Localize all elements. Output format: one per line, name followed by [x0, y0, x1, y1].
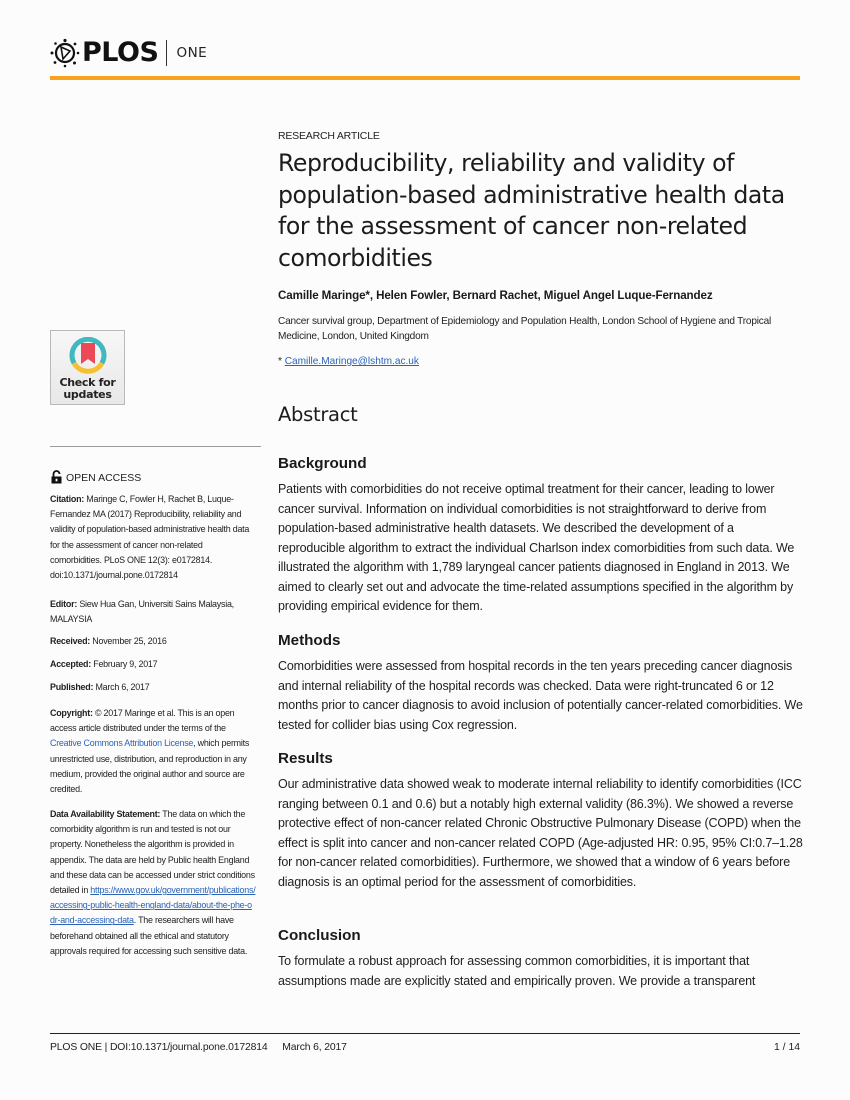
- corresponding-email-link[interactable]: Camille.Maringe@lshtm.ac.uk: [284, 356, 419, 367]
- received-label: Received:: [50, 636, 91, 646]
- crossmark-icon: [66, 337, 110, 377]
- data-availability-block: [50, 807, 256, 959]
- copyright-text: © 2017 Maringe et al. This is an open access article distributed under the terms of the: [50, 708, 235, 734]
- open-access-badge: [51, 470, 141, 484]
- open-access-label: OPEN ACCESS: [66, 472, 142, 484]
- section-heading-conclusion: Conclusion: [278, 927, 361, 944]
- footer-journal-doi: PLOS ONE | DOI:10.1371/journal.pone.0172814: [50, 1042, 268, 1053]
- copyright-text-after: , which permits unrestricted use, distribution, and reproduction in any medium, provided the original author and source are credited.: [50, 738, 250, 795]
- section-heading-results: Results: [278, 750, 333, 767]
- section-text-methods: Comorbidities were assessed from hospital records in the ten years preceding cancer diagnosis and internal reliability of the hospital records was checked. Data were right-truncated 6 or 12 months prior to cancer diagnosis to avoid inclusion of potentially cancer-related comorbidities. We tested for collider bias using Cox regression.: [278, 659, 803, 732]
- section-heading-methods: Methods: [278, 632, 341, 649]
- editor-label: Editor:: [50, 599, 78, 609]
- published-block: [50, 680, 256, 695]
- accepted-label: Accepted:: [50, 659, 91, 669]
- title-line: comorbidities: [278, 243, 433, 272]
- title-line: Reproducibility, reliability and validity of: [278, 149, 734, 177]
- page-number: 1 / 14: [774, 1042, 800, 1053]
- footer-divider: [50, 1033, 800, 1034]
- citation-label: Citation:: [50, 494, 85, 504]
- citation-block: [50, 492, 256, 583]
- section-text-background: Patients with comorbidities do not receive optimal treatment for their cancer, leading to lower cancer survival. Information on individual comorbidities is not straightforward to derive from population-based administrative health datasets. We described the development of a reproducible algorithm to extract the individual Charlson index comorbidities from such data. We illustrated the algorithm with 1,789 laryngeal cancer patients diagnosed in England in 2013. We aimed to clearly set out and advocate the time-related assumptions specified in the algorithm by providing empirical evidence for them.: [278, 482, 795, 613]
- data-availability-label: Data Availability Statement:: [50, 809, 161, 819]
- corresponding-marker: *: [278, 356, 282, 367]
- copyright-block: [50, 706, 256, 797]
- section-text-conclusion: To formulate a robust approach for assessing common comorbidities, it is important that assumptions made are explicitly stated and empirically proven. We provide a transparent: [278, 954, 756, 988]
- accepted-block: [50, 657, 256, 672]
- article-title: [278, 148, 808, 274]
- data-availability-text-after: . The researchers will have beforehand obtained all the ethical and statutory approvals required for accessing such sensitive data.: [50, 915, 248, 956]
- editor-text: Siew Hua Gan, Universiti Sains Malaysia, MALAYSIA: [50, 599, 234, 625]
- logo-plos-text: PLOS: [82, 37, 159, 68]
- abstract-heading: Abstract: [278, 403, 358, 426]
- article-type: RESEARCH ARTICLE: [278, 130, 380, 142]
- corresponding-author: [278, 356, 808, 367]
- received-block: [50, 634, 256, 649]
- published-label: Published:: [50, 682, 94, 692]
- logo-divider: [166, 40, 167, 66]
- open-lock-icon: [51, 470, 62, 484]
- section-heading-background: Background: [278, 455, 367, 472]
- published-date: March 6, 2017: [95, 682, 150, 692]
- phe-data-link[interactable]: https://www.gov.uk/government/publications/accessing-public-health-england-data/about-the-phe-odr-and-accessing-data: [50, 885, 256, 926]
- footer-citation: [50, 1042, 347, 1053]
- plos-globe-icon: [50, 38, 80, 68]
- editor-block: [50, 597, 256, 627]
- citation-text: Maringe C, Fowler H, Rachet B, Luque-Fernandez MA (2017) Reproducibility, reliability and validity of population-based administrative health data for the assessment of cancer non-related comorbidities. PLoS ONE 12(3): e0172814. doi:10.1371/journal.pone.0172814: [50, 494, 250, 581]
- plos-one-logo[interactable]: [50, 36, 207, 70]
- received-date: November 25, 2016: [92, 636, 167, 646]
- logo-one-text: ONE: [176, 45, 208, 61]
- check-for-updates-badge[interactable]: [50, 330, 125, 405]
- author-affiliation: Cancer survival group, Department of Epidemiology and Population Health, London School of Hygiene and Tropical Medicine, London, United Kingdom: [278, 316, 772, 342]
- copyright-label: Copyright:: [50, 708, 93, 718]
- check-for-updates-label: [51, 377, 124, 400]
- accepted-date: February 9, 2017: [93, 659, 158, 669]
- title-line: for the assessment of cancer non-related: [278, 212, 748, 240]
- footer-date: March 6, 2017: [282, 1042, 347, 1053]
- data-availability-text: The data on which the comorbidity algorithm is run and tested is not our property. Nonetheless the algorithm is provided in appendix. The data are held by Public health England and these data can be accessed under strict conditions detailed in: [50, 809, 255, 896]
- header-accent-rule: [50, 76, 800, 80]
- sidebar-divider: [50, 446, 261, 447]
- cc-license-link[interactable]: Creative Commons Attribution License: [50, 738, 194, 749]
- check-for-updates-line2: updates: [63, 387, 112, 401]
- section-text-results: Our administrative data showed weak to moderate internal reliability to identify comorbidities (ICC ranging between 0.1 and 0.6) but a notably high external validity (86.3%). We showed a reverse protective effect of non-cancer related Chronic Obstructive Pulmonary Disease (COPD) when the effect is split into cancer and non-cancer related COPD (Age-adjusted HR: 0.95, 95% CI:0.7–1.28 for non-cancer related comorbidities). Furthermore, we showed that a window of 6 years before diagnosis is an optimal period for the assessment of comorbidities.: [278, 777, 803, 889]
- check-for-updates-line1: Check for: [59, 376, 116, 389]
- title-line: population-based administrative health data: [278, 180, 785, 209]
- author-list: Camille Maringe*, Helen Fowler, Bernard Rachet, Miguel Angel Luque-Fernandez: [278, 289, 713, 302]
